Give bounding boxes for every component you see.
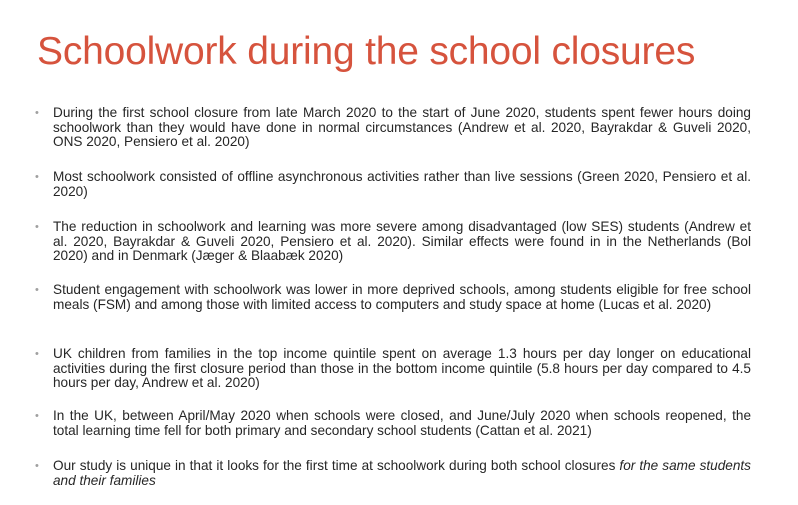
- bullet-item: [35, 409, 751, 438]
- bullet-item: [35, 170, 751, 199]
- bullet-item: [35, 459, 751, 488]
- bullet-icon: •: [35, 107, 39, 119]
- bullet-text-italic: for the same students and their families: [53, 458, 751, 488]
- bullet-icon: •: [35, 460, 39, 472]
- bullet-item: [35, 106, 751, 150]
- bullet-text: Our study is unique in that it looks for the first time at schoolwork during both school closures: [53, 458, 620, 473]
- slide-title: Schoolwork during the school closures: [37, 30, 696, 73]
- bullet-item: [35, 347, 751, 391]
- bullet-icon: •: [35, 348, 39, 360]
- bullet-text-container: [53, 459, 751, 488]
- bullet-text: During the first school closure from late March 2020 to the start of June 2020, students spent fewer hours doing schoolwork than they would have done in normal circumstances (Andrew et al. 2020, Bayrakdar & Guveli 2020, ONS 2020, Pensiero et al. 2020): [53, 105, 751, 150]
- bullet-icon: •: [35, 410, 39, 422]
- bullet-icon: •: [35, 171, 39, 183]
- bullet-icon: •: [35, 284, 39, 296]
- bullet-text: Student engagement with schoolwork was lower in more deprived schools, among students eligible for free school meals (FSM) and among those with limited access to computers and study space at home (Lucas et al. 2020): [53, 282, 751, 312]
- bullet-text: The reduction in schoolwork and learning was more severe among disadvantaged (low SES) students (Andrew et al. 2020, Bayrakdar & Guveli 2020, Pensiero et al. 2020). Similar effects were found in in the Netherlands (Bol 2020) and in Denmark (Jæger & Blaabæk 2020): [53, 219, 751, 264]
- bullet-item: [35, 283, 751, 312]
- bullet-text: UK children from families in the top income quintile spent on average 1.3 hours per day longer on educational activities during the first closure period than those in the bottom income quintile (5.8 hours per day compared to 4.5 hours per day, Andrew et al. 2020): [53, 346, 751, 391]
- bullet-item: [35, 220, 751, 264]
- bullet-icon: •: [35, 221, 39, 233]
- bullet-text: Most schoolwork consisted of offline asynchronous activities rather than live sessions (Green 2020, Pensiero et al. 2020): [53, 169, 751, 199]
- bullet-text: In the UK, between April/May 2020 when schools were closed, and June/July 2020 when schools reopened, the total learning time fell for both primary and secondary school students (Cattan et al. 2021): [53, 408, 751, 438]
